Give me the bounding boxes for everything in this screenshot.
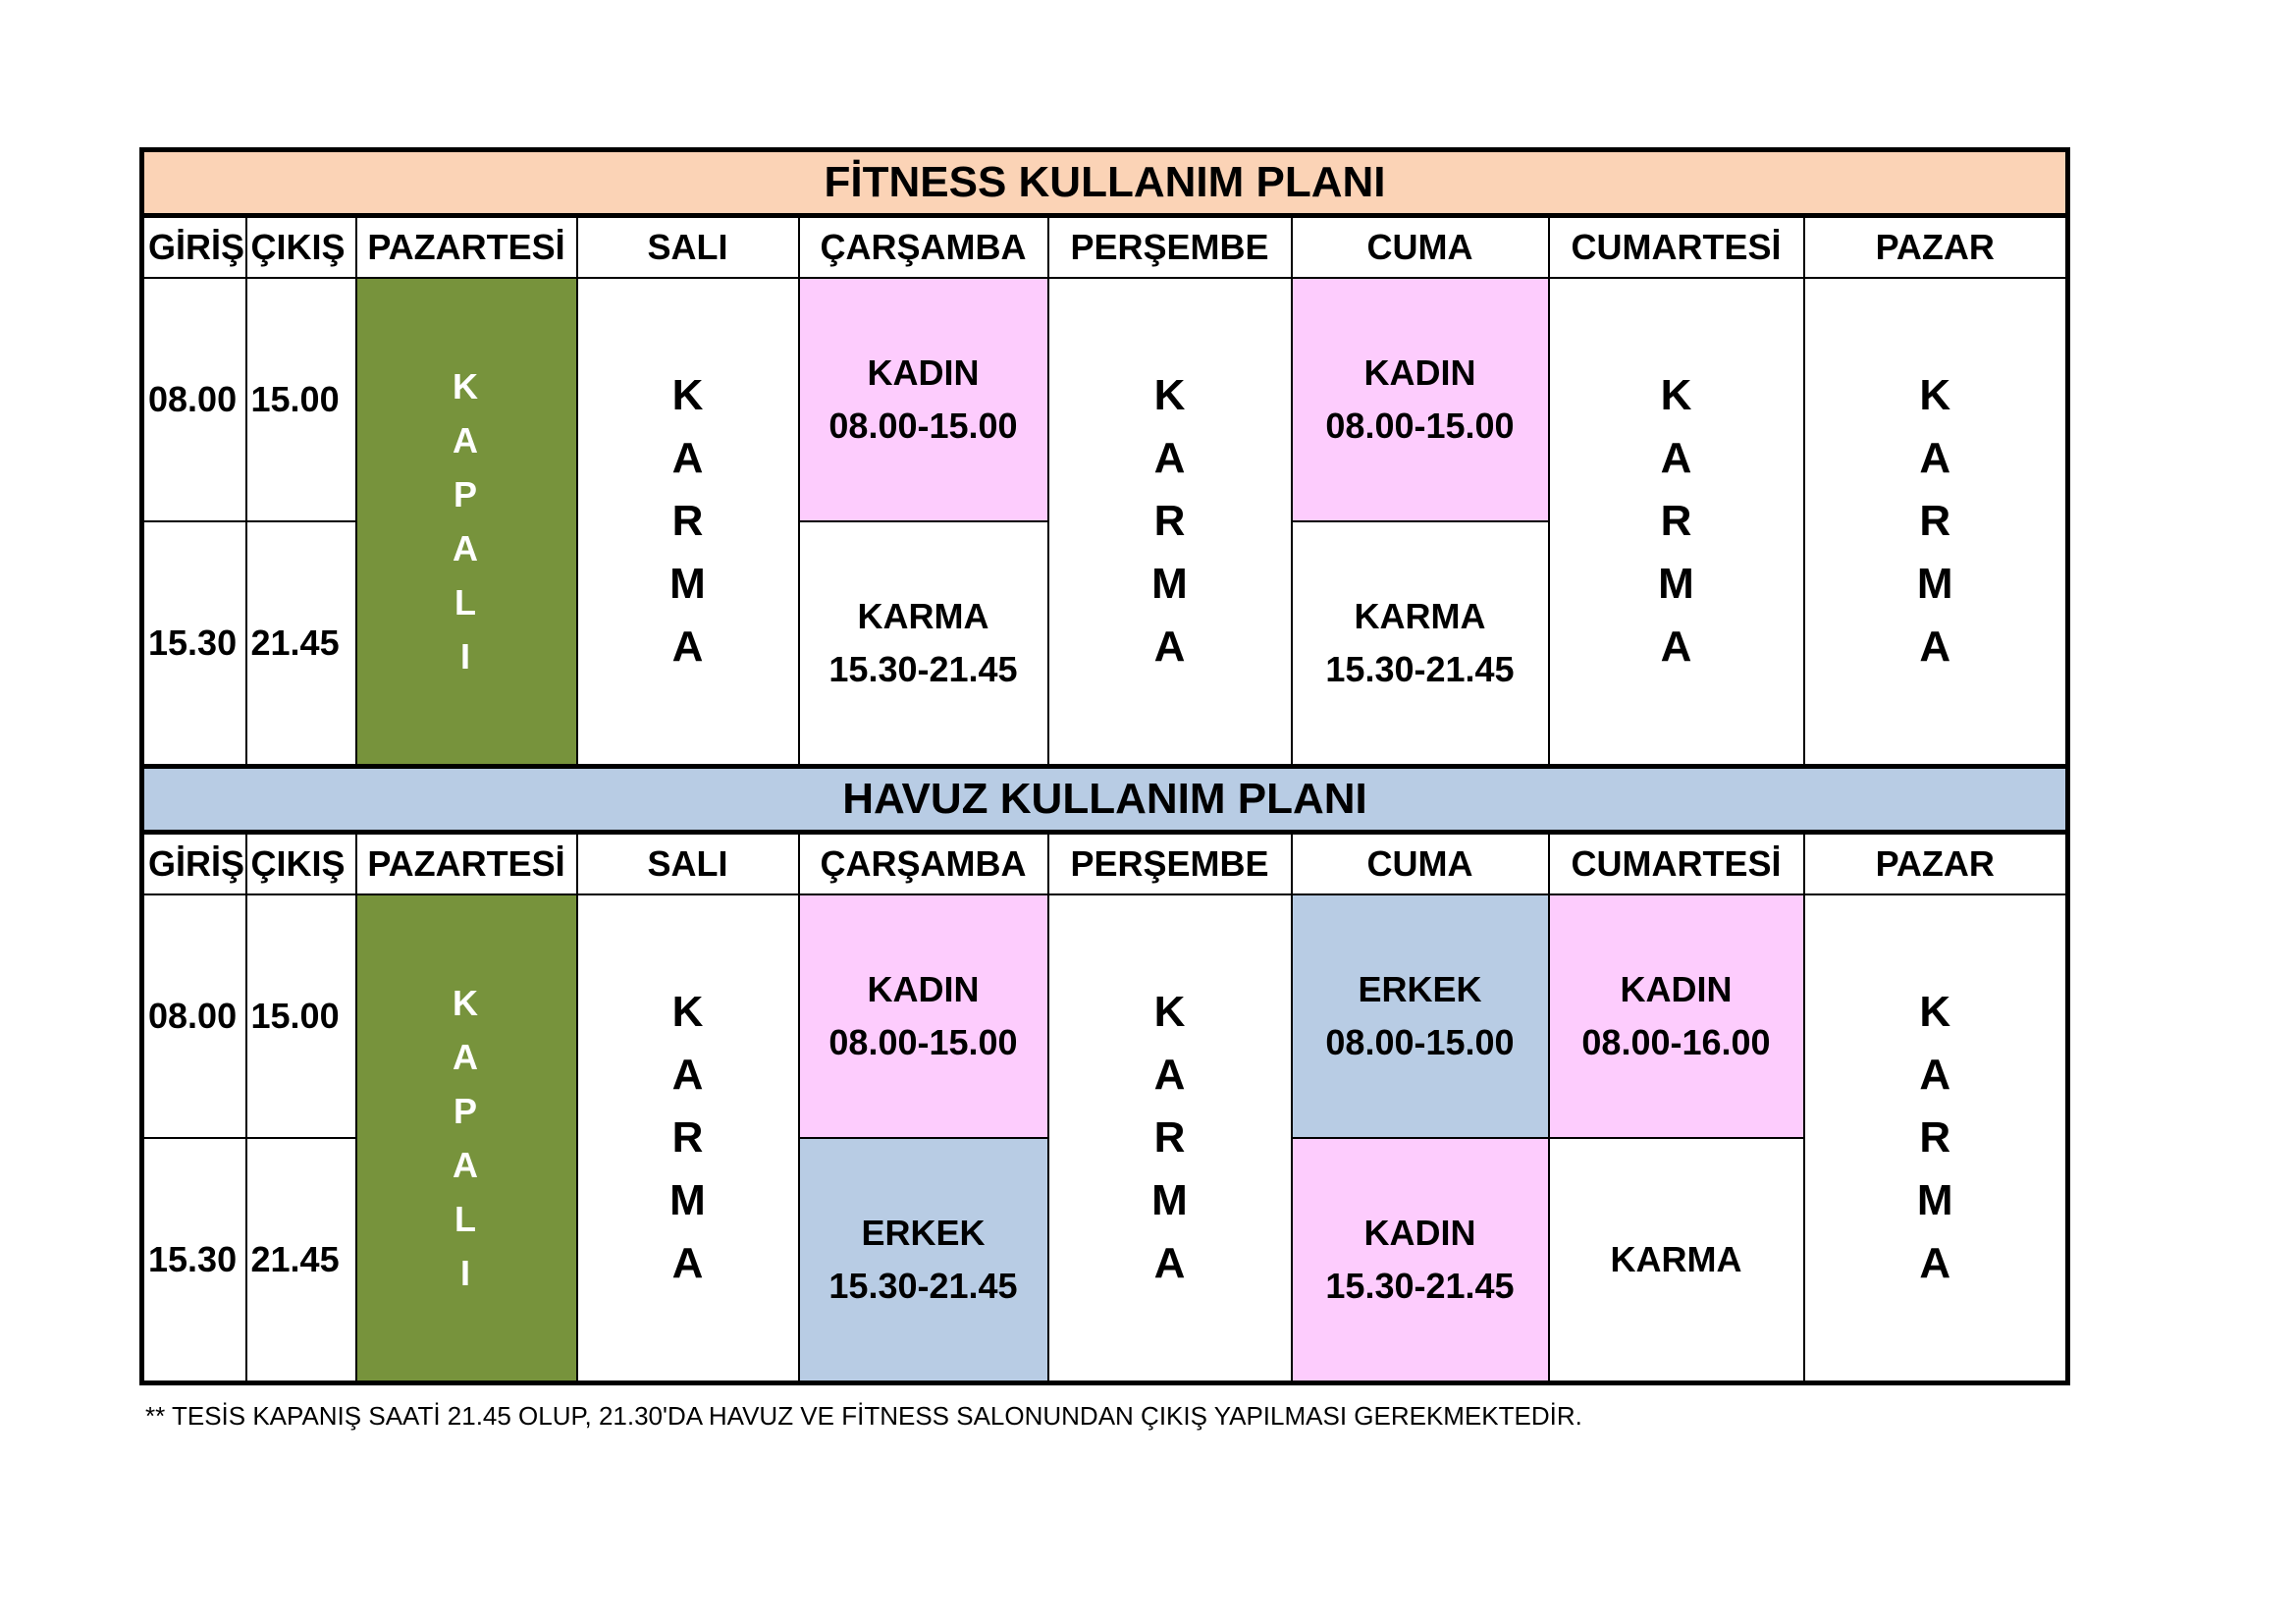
cumartesi-karma: K A R M A bbox=[1549, 278, 1804, 767]
schedule-sheet bbox=[139, 147, 2065, 1385]
pazartesi-closed: K A P A L I bbox=[356, 894, 577, 1383]
fitness-header-row bbox=[142, 216, 2068, 279]
carsamba-women-slot: KADIN 08.00-15.00 bbox=[799, 894, 1048, 1138]
carsamba-mixed-slot: KARMA 15.30-21.45 bbox=[799, 521, 1048, 767]
header-pazartesi: PAZARTESİ bbox=[356, 216, 577, 279]
header-giris: GİRİŞ bbox=[142, 216, 246, 279]
giris-time: 15.30 bbox=[142, 1138, 246, 1383]
giris-time: 15.30 bbox=[142, 521, 246, 767]
header-cikis: ÇIKIŞ bbox=[246, 216, 356, 279]
header-cuma: CUMA bbox=[1292, 216, 1549, 279]
pool-title: HAVUZ KULLANIM PLANI bbox=[142, 767, 2068, 833]
header-persembe: PERŞEMBE bbox=[1048, 833, 1292, 895]
giris-time: 08.00 bbox=[142, 894, 246, 1138]
header-carsamba: ÇARŞAMBA bbox=[799, 833, 1048, 895]
fitness-row-1 bbox=[142, 278, 2068, 521]
header-sali: SALI bbox=[577, 216, 799, 279]
pazar-karma: K A R M A bbox=[1804, 894, 2068, 1383]
pool-row-1 bbox=[142, 894, 2068, 1138]
header-cumartesi: CUMARTESİ bbox=[1549, 833, 1804, 895]
carsamba-women-slot: KADIN 08.00-15.00 bbox=[799, 278, 1048, 521]
pool-header-row bbox=[142, 833, 2068, 895]
sali-karma: K A R M A bbox=[577, 894, 799, 1383]
closing-note: ** TESİS KAPANIŞ SAATİ 21.45 OLUP, 21.30'DA HAVUZ VE FİTNESS SALONUNDAN ÇIKIŞ YAPILMASI GEREKMEKTEDİR. bbox=[145, 1401, 1582, 1431]
header-pazar: PAZAR bbox=[1804, 216, 2068, 279]
header-pazar: PAZAR bbox=[1804, 833, 2068, 895]
header-carsamba: ÇARŞAMBA bbox=[799, 216, 1048, 279]
giris-time: 08.00 bbox=[142, 278, 246, 521]
header-sali: SALI bbox=[577, 833, 799, 895]
cuma-mixed-slot: KARMA 15.30-21.45 bbox=[1292, 521, 1549, 767]
fitness-title: FİTNESS KULLANIM PLANI bbox=[142, 150, 2068, 216]
header-cikis: ÇIKIŞ bbox=[246, 833, 356, 895]
cumartesi-mixed-slot: KARMA bbox=[1549, 1138, 1804, 1383]
cikis-time: 15.00 bbox=[246, 278, 356, 521]
cumartesi-women-slot: KADIN 08.00-16.00 bbox=[1549, 894, 1804, 1138]
header-cuma: CUMA bbox=[1292, 833, 1549, 895]
cikis-time: 15.00 bbox=[246, 894, 356, 1138]
persembe-karma: K A R M A bbox=[1048, 894, 1292, 1383]
sali-karma: K A R M A bbox=[577, 278, 799, 767]
cuma-women-slot: KADIN 15.30-21.45 bbox=[1292, 1138, 1549, 1383]
header-persembe: PERŞEMBE bbox=[1048, 216, 1292, 279]
cuma-women-slot: KADIN 08.00-15.00 bbox=[1292, 278, 1549, 521]
cuma-men-slot: ERKEK 08.00-15.00 bbox=[1292, 894, 1549, 1138]
pazartesi-closed: K A P A L I bbox=[356, 278, 577, 767]
pazar-karma: K A R M A bbox=[1804, 278, 2068, 767]
cikis-time: 21.45 bbox=[246, 521, 356, 767]
schedule-table bbox=[139, 147, 2070, 1385]
persembe-karma: K A R M A bbox=[1048, 278, 1292, 767]
header-pazartesi: PAZARTESİ bbox=[356, 833, 577, 895]
cikis-time: 21.45 bbox=[246, 1138, 356, 1383]
header-cumartesi: CUMARTESİ bbox=[1549, 216, 1804, 279]
carsamba-men-slot: ERKEK 15.30-21.45 bbox=[799, 1138, 1048, 1383]
header-giris: GİRİŞ bbox=[142, 833, 246, 895]
